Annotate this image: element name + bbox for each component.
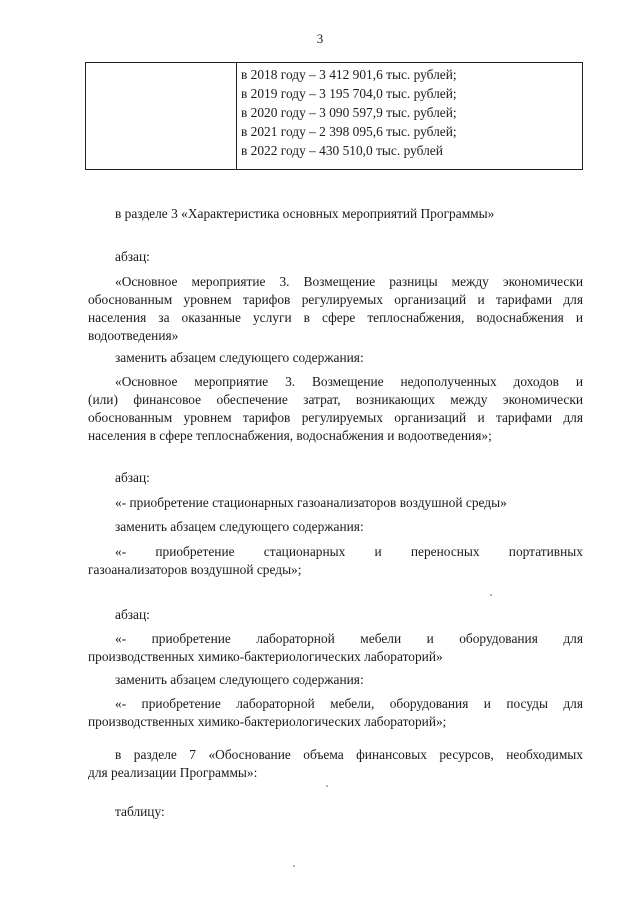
finance-row: в 2020 году – 3 090 597,9 тыс. рублей; xyxy=(241,105,457,120)
page-number: 3 xyxy=(316,31,324,46)
section7-heading: для реализации Программы»: xyxy=(88,765,258,780)
finance-table xyxy=(85,62,583,170)
old-text-line: производственных химико-бактериологических лабораторий» xyxy=(88,649,443,664)
finance-row: в 2021 году – 2 398 095,6 тыс. рублей; xyxy=(241,124,457,139)
finance-row: в 2022 году – 430 510,0 тыс. рублей xyxy=(241,143,443,158)
table-label: таблицу: xyxy=(115,804,165,819)
new-text-line: (или) финансовое обеспечение затрат, возникающих между экономически xyxy=(88,392,583,407)
finance-row: в 2019 году – 3 195 704,0 тыс. рублей; xyxy=(241,86,457,101)
finance-table-cell xyxy=(241,65,578,160)
replace-instruction: заменить абзацем следующего содержания: xyxy=(115,672,364,687)
new-text-line: «- приобретение лабораторной мебели, оборудования и посуды для xyxy=(115,696,583,711)
new-text-line: «- приобретение стационарных и переносных портативных xyxy=(115,544,583,559)
table-column-divider xyxy=(236,63,237,169)
paragraph-label: абзац: xyxy=(115,470,150,485)
old-text-line: «Основное мероприятие 3. Возмещение разницы между экономически xyxy=(115,274,583,289)
replace-instruction: заменить абзацем следующего содержания: xyxy=(115,519,364,534)
new-text-line: населения в сфере теплоснабжения, водоснабжения и водоотведения»; xyxy=(88,428,492,443)
scan-speck xyxy=(293,865,295,867)
finance-row: в 2018 году – 3 412 901,6 тыс. рублей; xyxy=(241,67,457,82)
old-text-line: обоснованным уровнем тарифов регулируемых организаций и тарифами для xyxy=(88,292,583,307)
scan-speck xyxy=(490,594,492,596)
old-text-line: водоотведения» xyxy=(88,328,179,343)
paragraph-label: абзац: xyxy=(115,607,150,622)
new-text-line: обоснованным уровнем тарифов регулируемых организаций и тарифами для xyxy=(88,410,583,425)
section3-heading: в разделе 3 «Характеристика основных мероприятий Программы» xyxy=(115,206,495,221)
replace-instruction: заменить абзацем следующего содержания: xyxy=(115,350,364,365)
new-text-line: производственных химико-бактериологических лабораторий»; xyxy=(88,714,447,729)
paragraph-label: абзац: xyxy=(115,249,150,264)
section7-heading: в разделе 7 «Обоснование объема финансовых ресурсов, необходимых xyxy=(115,747,583,762)
old-text-line: населения за оказанные услуги в сфере теплоснабжения, водоснабжения и xyxy=(88,310,583,325)
new-text-line: газоанализаторов воздушной среды»; xyxy=(88,562,302,577)
old-text-line: «- приобретение стационарных газоанализаторов воздушной среды» xyxy=(115,495,507,510)
scan-speck xyxy=(326,785,328,787)
old-text-line: «- приобретение лабораторной мебели и оборудования для xyxy=(115,631,583,646)
new-text-line: «Основное мероприятие 3. Возмещение недополученных доходов и xyxy=(115,374,583,389)
